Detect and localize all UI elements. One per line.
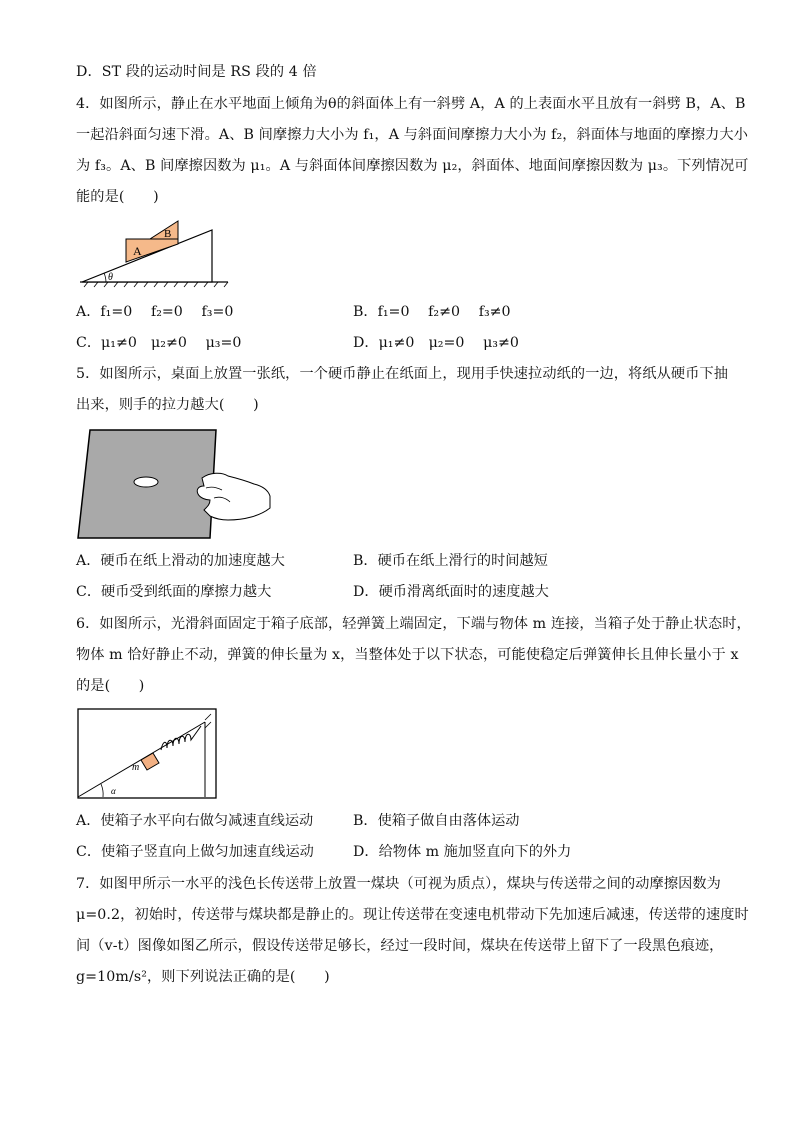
- q5-stem-line1: 5．如图所示，桌面上放置一张纸，一个硬币静止在纸面上，现用手快速拉动纸的一边，将纸从硬币下抽: [76, 366, 729, 382]
- q7-stem-line2: μ=0.2，初始时，传送带与煤块都是静止的。现让传送带在变速电机带动下先加速后减速，传送带的速度时: [76, 907, 749, 923]
- q5-paper-coin-figure: [76, 428, 276, 540]
- q4-stem-line3: 为 f₃。A、B 间摩擦因数为 μ₁。A 与斜面体间摩擦因数为 μ₂，斜面体、地面间摩擦因数为 μ₃。下列情况可: [76, 158, 749, 174]
- label-a: A: [133, 244, 142, 258]
- q4-option-b[interactable]: B．f₁=0 f₂≠0 f₃≠0: [353, 304, 511, 320]
- q4-option-d[interactable]: D．μ₁≠0 μ₂=0 μ₃≠0: [353, 335, 519, 351]
- q6-stem-line1: 6．如图所示，光滑斜面固定于箱子底部，轻弹簧上端固定，下端与物体 m 连接，当箱子处于静止状态时，: [76, 616, 751, 632]
- ground-hatch: [84, 282, 228, 287]
- q7-stem-line4: g=10m/s²，则下列说法正确的是( ): [76, 969, 330, 985]
- q5-option-b[interactable]: B．硬币在纸上滑行的时间越短: [353, 553, 548, 569]
- q6-option-c[interactable]: C．使箱子竖直向上做匀加速直线运动: [76, 844, 314, 860]
- label-b: B: [164, 228, 172, 240]
- q4-stem-line2: 一起沿斜面匀速下滑。A、B 间摩擦力大小为 f₁，A 与斜面间摩擦力大小为 f₂，斜面体与地面的摩擦力大小: [76, 127, 749, 143]
- label-theta: θ: [108, 272, 113, 283]
- label-m: m: [132, 762, 140, 773]
- q5-option-c[interactable]: C．硬币受到纸面的摩擦力越大: [76, 584, 272, 600]
- q6-box-spring-figure: [77, 708, 219, 800]
- q4-option-c[interactable]: C．μ₁≠0 μ₂≠0 μ₃=0: [76, 335, 242, 351]
- q4-stem-line1: 4．如图所示，静止在水平地面上倾角为θ的斜面体上有一斜劈 A，A 的上表面水平且放有一斜劈 B，A、B: [76, 96, 746, 112]
- coin: [134, 477, 158, 487]
- q4-incline-figure: [78, 212, 238, 290]
- q6-stem-line2: 物体 m 恰好静止不动，弹簧的伸长量为 x，当整体处于以下状态，可能使稳定后弹簧伸长且伸长量小于 x: [76, 647, 739, 663]
- q6-option-b[interactable]: B．使箱子做自由落体运动: [353, 813, 520, 829]
- q7-stem-line1: 7．如图甲所示一水平的浅色长传送带上放置一煤块（可视为质点），煤块与传送带之间的动摩擦因数为: [76, 876, 721, 892]
- q5-option-d[interactable]: D．硬币滑离纸面时的速度越大: [353, 584, 549, 600]
- incline-body: [82, 230, 212, 282]
- q5-option-a[interactable]: A．硬币在纸上滑动的加速度越大: [76, 553, 285, 569]
- q6-option-d[interactable]: D．给物体 m 施加竖直向下的外力: [353, 844, 572, 860]
- q6-option-a[interactable]: A．使箱子水平向右做匀减速直线运动: [76, 813, 314, 829]
- q3-option-d: D．ST 段的运动时间是 RS 段的 4 倍: [76, 64, 317, 80]
- hand: [197, 473, 270, 520]
- q4-option-a[interactable]: A．f₁=0 f₂=0 f₃=0: [76, 304, 234, 320]
- q6-stem-line3: 的是( ): [76, 678, 145, 694]
- q4-stem-line4: 能的是( ): [76, 189, 159, 205]
- q7-stem-line3: 间（v-t）图像如图乙所示，假设传送带足够长，经过一段时间，煤块在传送带上留下了一段黑色痕迹，: [76, 938, 724, 954]
- q5-stem-line2: 出来，则手的拉力越大( ): [76, 397, 259, 413]
- label-alpha: α: [111, 786, 116, 796]
